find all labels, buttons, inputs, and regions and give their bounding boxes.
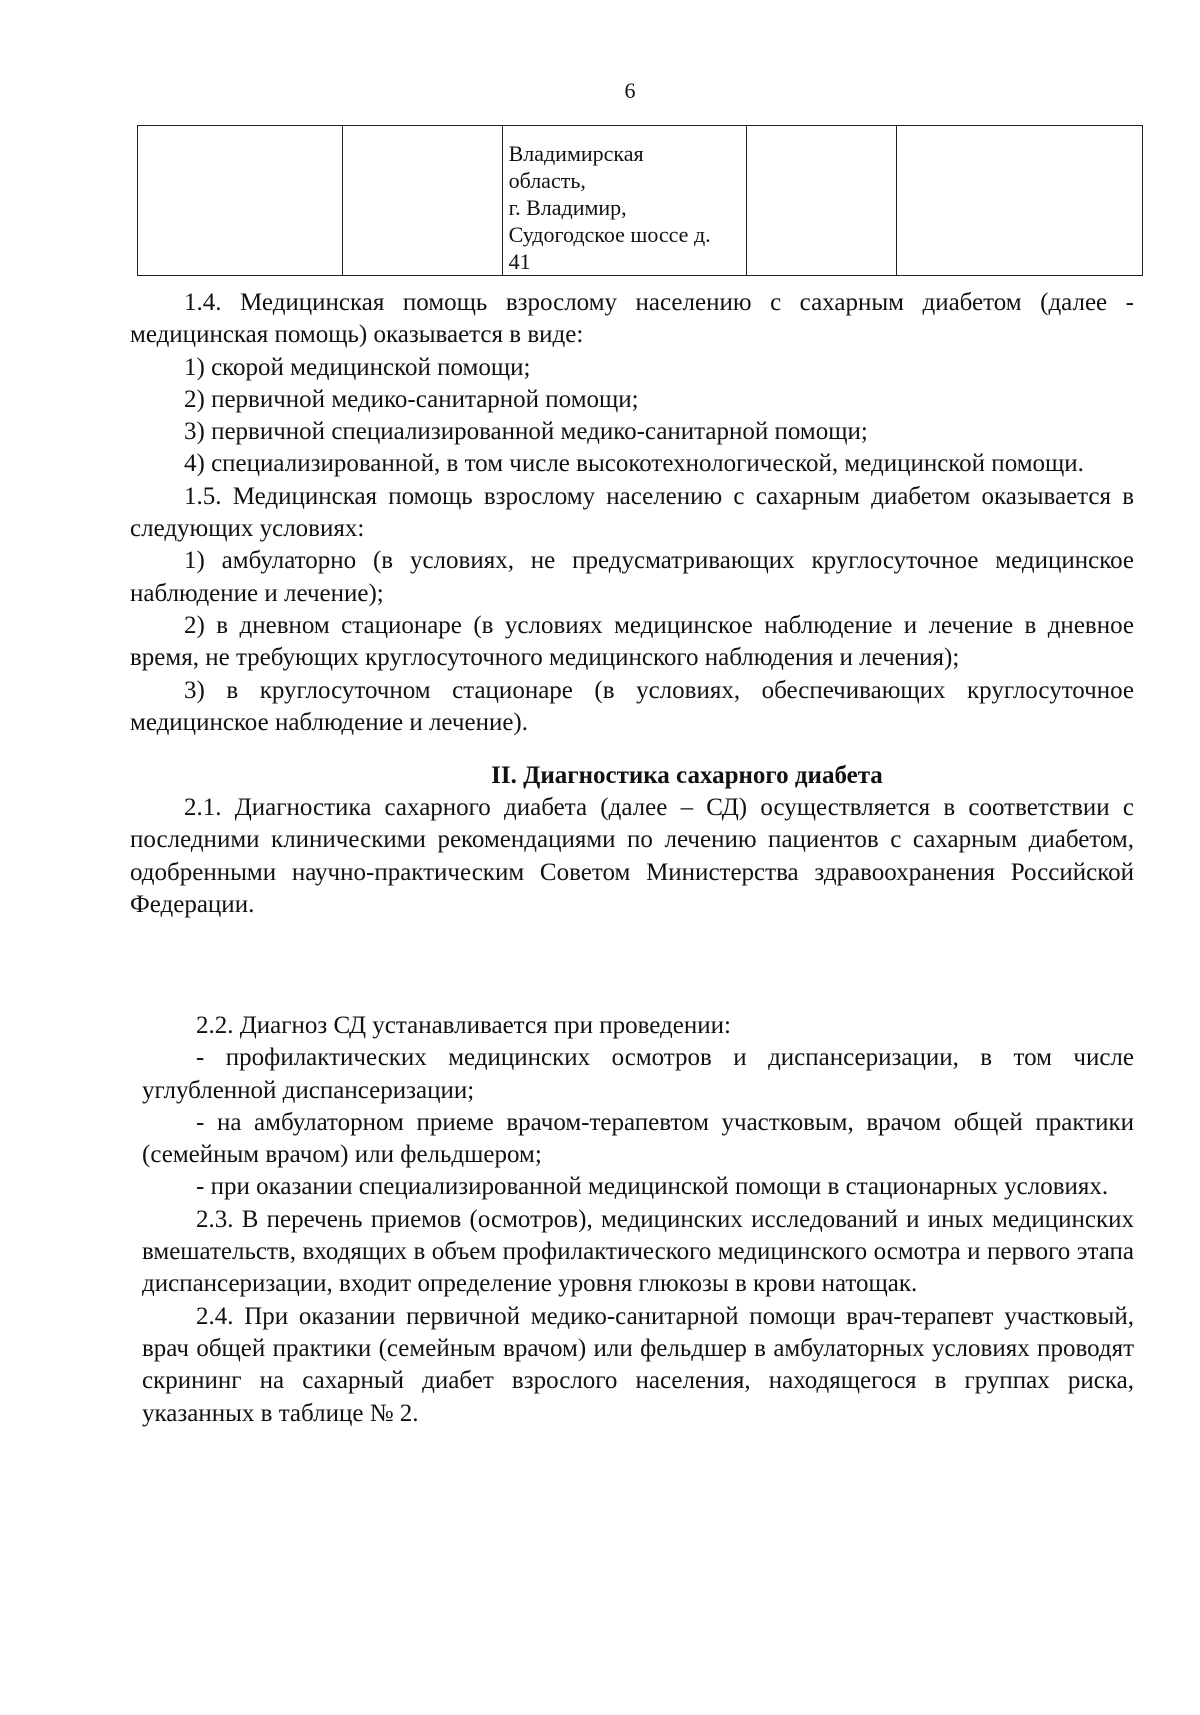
address-line: область, bbox=[508, 168, 586, 193]
list-item: 2) в дневном стационаре (в условиях медицинское наблюдение и лечение в дневное время, не требующих круглосуточного медицинского наблюдения и лечения); bbox=[130, 611, 1134, 672]
section-1-text bbox=[130, 287, 1134, 921]
list-item: - профилактических медицинских осмотров и диспансеризации, в том числе углубленной диспансеризации; bbox=[142, 1044, 1134, 1104]
list-item: 1) амбулаторно (в условиях, не предусматривающих круглосуточное медицинское наблюдение и лечение); bbox=[130, 547, 1134, 607]
address-line: г. Владимир, bbox=[508, 195, 627, 220]
table-cell-empty-2 bbox=[342, 126, 502, 276]
table-cell-empty-5 bbox=[897, 126, 1143, 276]
list-item: 1) скорой медицинской помощи; bbox=[184, 353, 531, 381]
list-item: - при оказании специализированной медицинской помощи в стационарных условиях. bbox=[196, 1173, 1109, 1201]
list-item: - на амбулаторном приеме врачом-терапевтом участковым, врачом общей практики (семейным врачом) или фельдшером; bbox=[142, 1108, 1134, 1169]
page-number: 6 bbox=[624, 78, 636, 103]
paragraph-1-4: 1.4. Медицинская помощь взрослому населению с сахарным диабетом (далее - медицинская помощь) оказывается в виде: bbox=[130, 289, 1134, 349]
paragraph-2-3: 2.3. В перечень приемов (осмотров), медицинских исследований и иных медицинских вмешательств, входящих в объем профилактического медицинского осмотра и первого этапа диспансеризации, входит определение уровня глюкозы в крови натощак. bbox=[142, 1205, 1134, 1298]
address-line: Судогодское шоссе д. bbox=[508, 222, 711, 247]
table-cell-empty-1 bbox=[138, 126, 343, 276]
list-item: 2) первичной медико-санитарной помощи; bbox=[184, 385, 639, 413]
continued-table bbox=[137, 125, 1143, 276]
section-2-text bbox=[130, 1010, 1134, 1430]
paragraph-2-1: 2.1. Диагностика сахарного диабета (далее – СД) осуществляется в соответствии с последними клиническими рекомендациями по лечению пациентов с сахарным диабетом, одобренными научно-практическим Советом Министерства здравоохранения Российской Федерации. bbox=[130, 794, 1134, 919]
paragraph-2-2: 2.2. Диагноз СД устанавливается при проведении: bbox=[196, 1012, 731, 1039]
section-2-title: II. Диагностика сахарного диабета bbox=[491, 762, 883, 790]
address-line: Владимирская bbox=[508, 141, 644, 166]
list-item: 4) специализированной, в том числе высокотехнологической, медицинской помощи. bbox=[184, 450, 1084, 478]
paragraph-2-4: 2.4. При оказании первичной медико-санитарной помощи врач-терапевт участковый, врач общей практики (семейным врачом) или фельдшер в амбулаторных условиях проводят скрининг на сахарный диабет взрослого населения, находящегося в группах риска, указанных в таблице № 2. bbox=[142, 1302, 1134, 1427]
list-item: 3) в круглосуточном стационаре (в условиях, обеспечивающих круглосуточное медицинское наблюдение и лечение). bbox=[130, 676, 1134, 736]
address-line: 41 bbox=[508, 249, 531, 274]
paragraph-1-5: 1.5. Медицинская помощь взрослому населению с сахарным диабетом оказывается в следующих условиях: bbox=[130, 482, 1134, 543]
table-cell-address bbox=[502, 126, 747, 276]
table-row bbox=[138, 126, 1143, 276]
list-item: 3) первичной специализированной медико-санитарной помощи; bbox=[184, 418, 868, 446]
table-cell-empty-4 bbox=[747, 126, 897, 276]
